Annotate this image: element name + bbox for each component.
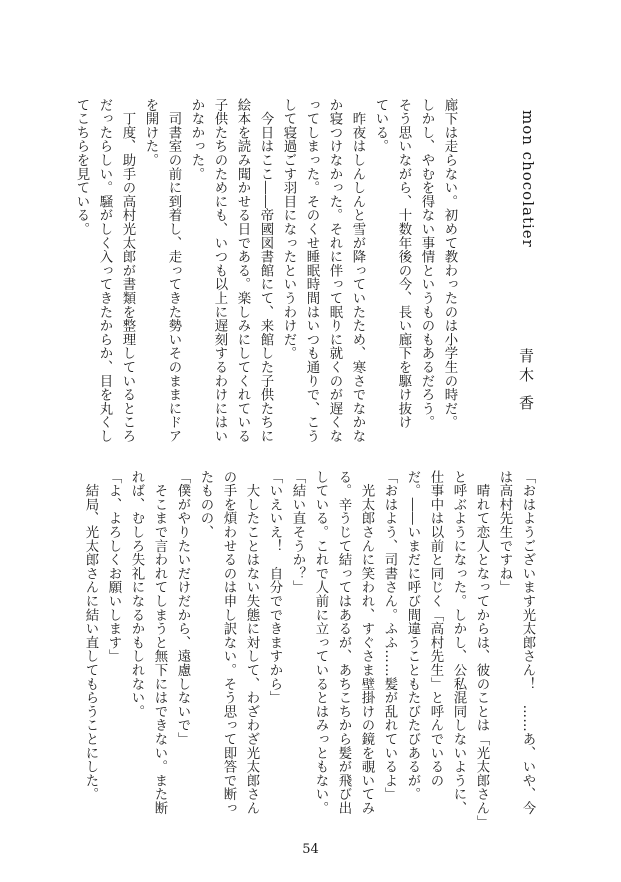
- text-line: 廊下は走らない。初めて教わったのは小学生の時だ。: [442, 98, 457, 430]
- text-line: 司書室の前に到着し、走ってきた勢いそのままにドア: [166, 98, 181, 443]
- text-line: そこまで言われてしまうと無下にはできない。また断: [152, 470, 167, 815]
- text-line: 丁度、助手の高村光太郎が書類を整理しているところ: [120, 98, 135, 443]
- text-line: 光太郎さんに笑われ、すぐさま壁掛けの鏡を覗いてみ: [359, 470, 374, 815]
- author-name: 青木 香: [517, 348, 535, 414]
- text-line: の手を煩わせるのは申し訳ない。そう思って即答で断っ: [221, 470, 236, 815]
- text-line: 「いえいえ！ 自分でできますから」: [267, 470, 282, 705]
- text-line: か寝つけなかった。それに伴って眠りに就くのが遅くな: [327, 98, 342, 443]
- text-line: たものの、: [198, 470, 213, 539]
- text-line: だ。――いまだに呼び間違うこともたびたびあるが。: [405, 470, 420, 802]
- text-line: そう思いながら、十数年後の今、長い廊下を駆け抜け: [396, 98, 411, 430]
- text-line: 「僕がやりたいだけだから、遠慮しないで」: [175, 470, 190, 746]
- text-line: と呼ぶようになった。しかし、公私混同しないように、: [451, 470, 466, 815]
- text-line: 結局、光太郎さんに結い直してもらうことにした。: [83, 470, 98, 802]
- text-line: ている。: [373, 98, 388, 154]
- text-line: 「おはようございます光太郎さん！ ……あ、いや、今: [520, 470, 535, 815]
- text-line: れば、むしろ失礼になるかもしれない。: [129, 470, 144, 719]
- page-number: 54: [302, 842, 319, 857]
- text-line: 昨夜はしんしんと雪が降っていたため、寒さでなかな: [350, 98, 365, 443]
- story-title: mon chocolatier: [519, 110, 537, 248]
- text-line: 絵本を読み聞かせる日である。楽しみにしてくれている: [235, 98, 250, 443]
- text-line: 今日はここ――帝國図書館にて、来館した子供たちに: [258, 98, 273, 443]
- text-line: 「結い直そうか？」: [290, 470, 305, 595]
- text-line: して寝過ごす羽目になったというわけだ。: [281, 98, 296, 361]
- text-line: る。辛うじて結ってはあるが、あちこちから髪が飛び出: [336, 470, 351, 815]
- text-line: は高村先生ですね」: [497, 470, 512, 595]
- text-line: 子供たちのためにも、いつも以上に遅刻するわけにはい: [212, 98, 227, 443]
- text-line: しかし、やむを得ない事情というものもあるだろう。: [419, 98, 434, 430]
- text-line: 大したことはない失態に対して、わざわざ光太郎さん: [244, 470, 259, 815]
- text-line: を開けた。: [143, 98, 158, 167]
- text-line: 「よ、よろしくお願いします」: [106, 470, 121, 664]
- text-line: だったらしい。騒がしく入ってきたからか、目を丸くし: [97, 98, 112, 443]
- text-line: ってしまった。そのくせ睡眠時間はいつも通りで、こう: [304, 98, 319, 443]
- text-band-bottom: [79, 470, 539, 829]
- text-line: 晴れて恋人となってからは、彼のことは「光太郎さん」: [474, 470, 489, 829]
- text-line: 仕事中は以前と同じく「高村先生」と呼んでいるの: [428, 470, 443, 788]
- text-line: している。これで人前に立っているとはみっともない。: [313, 470, 328, 815]
- text-line: 「おはよう、司書さん。ふふ……髪が乱れているよ」: [382, 470, 397, 802]
- text-band-top: [70, 98, 461, 458]
- text-line: かなかった。: [189, 98, 204, 181]
- text-line: てこちらを見ている。: [74, 98, 89, 236]
